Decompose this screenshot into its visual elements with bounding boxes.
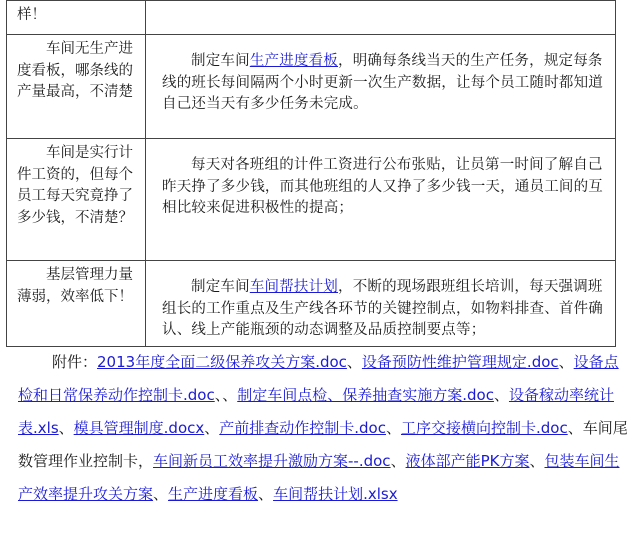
attachment-separator: 、 [204, 419, 220, 437]
solution-text-segment: 制定车间 [191, 53, 250, 69]
solution-link[interactable]: 生产进度看板 [249, 53, 339, 69]
attachment-link[interactable]: 制定车间点检、保养抽查实施方案.doc [237, 386, 494, 404]
attachment-separator: 、 [558, 353, 574, 371]
solution-cell [146, 35, 616, 139]
solution-cell [146, 261, 616, 347]
solution-text [162, 265, 605, 342]
problem-text: 样！ [17, 7, 46, 23]
attachment-link[interactable]: 设备点检和日常保养动作控制卡.doc [18, 353, 619, 404]
attachments-paragraph [18, 346, 630, 511]
problem-text: 车间无生产进度看板，哪条线的产量最高，不清楚 [17, 41, 133, 100]
attachment-link[interactable]: 工序交接横向控制卡.doc [401, 419, 568, 437]
solution-cell [146, 1, 616, 35]
solution-cell [146, 139, 616, 261]
attachment-separator: 、 [493, 386, 509, 404]
table-row [7, 35, 616, 139]
solution-text-segment: ，不断的现场跟班组长培训，每天强调班组长的工作重点及生产线各环节的关键控制点，如物料排查、首件确认、线上产能瓶颈的动态调整及品质控制要点等； [162, 279, 603, 338]
attachment-link[interactable]: 液体部产能PK方案 [405, 452, 530, 470]
problem-cell [7, 139, 146, 261]
problem-cell [7, 1, 146, 35]
problem-text: 基层管理力量薄弱，效率低下！ [17, 267, 133, 305]
attachment-separator: 、、 [214, 386, 238, 404]
attachment-separator: 、 [390, 452, 406, 470]
solution-text [162, 143, 605, 220]
attachment-separator: 、 [58, 419, 74, 437]
solution-text-segment: ，明确每条线当天的生产任务，规定每条线的班长每间隔两个小时更新一次生产数据，让每个员工随时都知道自己还当天有多少任务未完成。 [162, 53, 603, 112]
attachment-separator: 、 [385, 419, 401, 437]
attachment-separator: 、 [529, 452, 545, 470]
table-row [7, 261, 616, 347]
attachment-separator: 、车间尾数管理作业控制卡， [18, 419, 628, 470]
attachment-link[interactable]: 产前排查动作控制卡.doc [219, 419, 386, 437]
attachment-link[interactable]: 2013年度全面二级保养攻关方案.doc [97, 353, 347, 371]
solution-text-segment: 制定车间 [191, 279, 250, 295]
attachment-link[interactable]: 生产进度看板 [168, 485, 259, 503]
measures-table [6, 0, 616, 347]
solution-text-segment: 每天对各班组的计件工资进行公布张贴，让员第一时间了解自己昨天挣了多少钱，而其他班组的人又挣了多少钱一天，通员工间的互相比较来促进积极性的提高； [162, 157, 603, 216]
problem-cell [7, 261, 146, 347]
table-row [7, 1, 616, 35]
attachment-link[interactable]: 模具管理制度.docx [73, 419, 205, 437]
solution-text [162, 39, 605, 116]
attachment-link[interactable]: 设备稼动率统计表.xls [18, 386, 614, 437]
attachments-label: 附件： [52, 353, 98, 371]
table-row [7, 139, 616, 261]
solution-link[interactable]: 车间帮扶计划 [249, 279, 339, 295]
attachment-link[interactable]: 车间新员工效率提升激励方案--.doc [153, 452, 391, 470]
attachment-link[interactable]: 包装车间生产效率提升攻关方案 [18, 452, 620, 503]
attachment-separator: 、 [153, 485, 169, 503]
problem-text: 车间是实行计件工资的，但每个员工每天究竟挣了多少钱，不清楚？ [17, 145, 133, 226]
attachment-separator: 、 [258, 485, 274, 503]
attachment-link[interactable]: 设备预防性维护管理规定.doc [361, 353, 559, 371]
problem-cell [7, 35, 146, 139]
attachment-separator: 、 [346, 353, 362, 371]
attachment-link[interactable]: 车间帮扶计划.xlsx [273, 485, 398, 503]
